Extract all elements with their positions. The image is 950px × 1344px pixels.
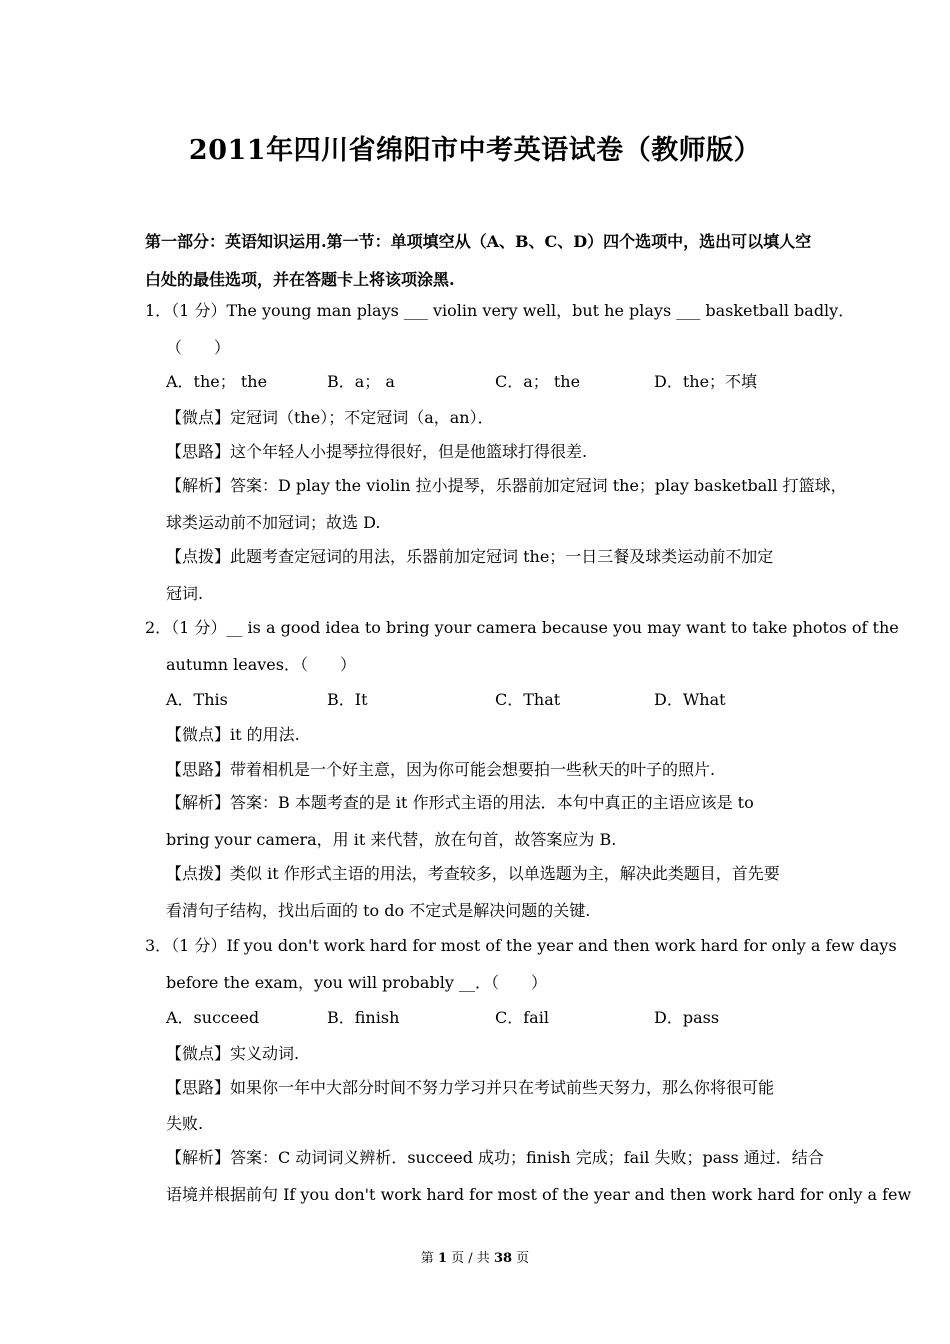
question-2-option-d: D．What — [654, 690, 726, 709]
section-header: 第一部分：英语知识运用.第一节：单项填空从（A、B、C、D）四个选项中，选出可以填人空白处的最佳选项，并在答题卡上将该项涂黑. — [145, 232, 812, 289]
question-3-option-a: A．succeed — [166, 1008, 260, 1027]
question-1-option-d: D．the；不填 — [654, 372, 758, 391]
question-1-analysis-line: 冠词. — [166, 584, 204, 603]
question-3-option-d: D．pass — [654, 1008, 720, 1027]
question-1-option-a: A．the； the — [166, 372, 268, 391]
question-3-option-b: B．finish — [327, 1008, 400, 1027]
question-1-analysis-line: 【解析】答案：D play the violin 拉小提琴，乐器前加定冠词 the；play basketball 打篮球， — [166, 476, 847, 495]
question-3-analysis-line: 【解析】答案：C 动词词义辨析．succeed 成功；finish 完成；fail 失败；pass 通过．结合 — [166, 1148, 824, 1167]
question-2-option-a: A．This — [166, 690, 228, 709]
footer-prefix: 第 — [420, 1251, 434, 1266]
question-2-option-b: B．It — [327, 690, 368, 709]
question-1-stem-line-2: （ ） — [166, 338, 231, 357]
page-title: 2011年四川省绵阳市中考英语试卷（教师版） — [188, 135, 762, 166]
question-3-stem-line-1: 3．（1 分）If you don't work hard for most of the year and then work hard for only a few days — [145, 936, 897, 955]
page-footer — [0, 1247, 950, 1266]
question-3-stem-line-2: before the exam，you will probably __．（ ） — [166, 973, 547, 992]
question-2-analysis-line: bring your camera，用 it 来代替，放在句首，故答案应为 B. — [166, 830, 617, 849]
question-2-stem-line-1: 2．（1 分）__ is a good idea to bring your camera because you may want to take photos of the — [145, 618, 899, 637]
question-2-stem-line-2: autumn leaves．（ ） — [166, 655, 356, 674]
question-3-analysis-line: 语境并根据前句 If you don't work hard for most of the year and then work hard for only a few — [166, 1185, 912, 1204]
question-3-option-c: C．fail — [495, 1008, 549, 1027]
question-1-option-c: C．a； the — [495, 372, 581, 391]
question-1-analysis-line: 【微点】定冠词（the）；不定冠词（a，an）． — [166, 408, 494, 427]
question-1-analysis-line: 【点拨】此题考查定冠词的用法，乐器前加定冠词 the；一日三餐及球类运动前不加定 — [166, 547, 774, 566]
question-2-analysis-line: 【思路】带着相机是一个好主意，因为你可能会想要拍一些秋天的叶子的照片. — [166, 760, 716, 779]
footer-middle: 页 / 共 — [451, 1251, 490, 1266]
question-3-analysis-line: 【微点】实义动词. — [166, 1044, 300, 1063]
question-1-analysis-line: 【思路】这个年轻人小提琴拉得很好，但是他篮球打得很差. — [166, 442, 588, 461]
question-2-analysis-line: 【解析】答案：B 本题考查的是 it 作形式主语的用法．本句中真正的主语应该是 to — [166, 793, 754, 812]
total-pages-number: 38 — [493, 1251, 513, 1266]
question-3-analysis-line: 失败. — [166, 1114, 204, 1133]
question-2-option-c: C．That — [495, 690, 561, 709]
current-page-number: 1 — [437, 1251, 447, 1266]
question-2-analysis-line: 看清句子结构，找出后面的 to do 不定式是解决问题的关键. — [166, 901, 591, 920]
question-1-option-b: B．a； a — [327, 372, 395, 391]
question-3-analysis-line: 【思路】如果你一年中大部分时间不努力学习并只在考试前些天努力，那么你将很可能 — [166, 1078, 775, 1097]
question-2-analysis-line: 【点拨】类似 it 作形式主语的用法，考查较多，以单选题为主，解决此类题目，首先要 — [166, 864, 780, 883]
question-1-stem-line-1: 1．（1 分）The young man plays ___ violin very well，but he plays ___ basketball badly． — [145, 301, 855, 320]
question-2-analysis-line: 【微点】it 的用法. — [166, 725, 300, 744]
footer-suffix: 页 — [516, 1251, 530, 1266]
question-1-analysis-line: 球类运动前不加冠词；故选 D. — [166, 513, 381, 532]
